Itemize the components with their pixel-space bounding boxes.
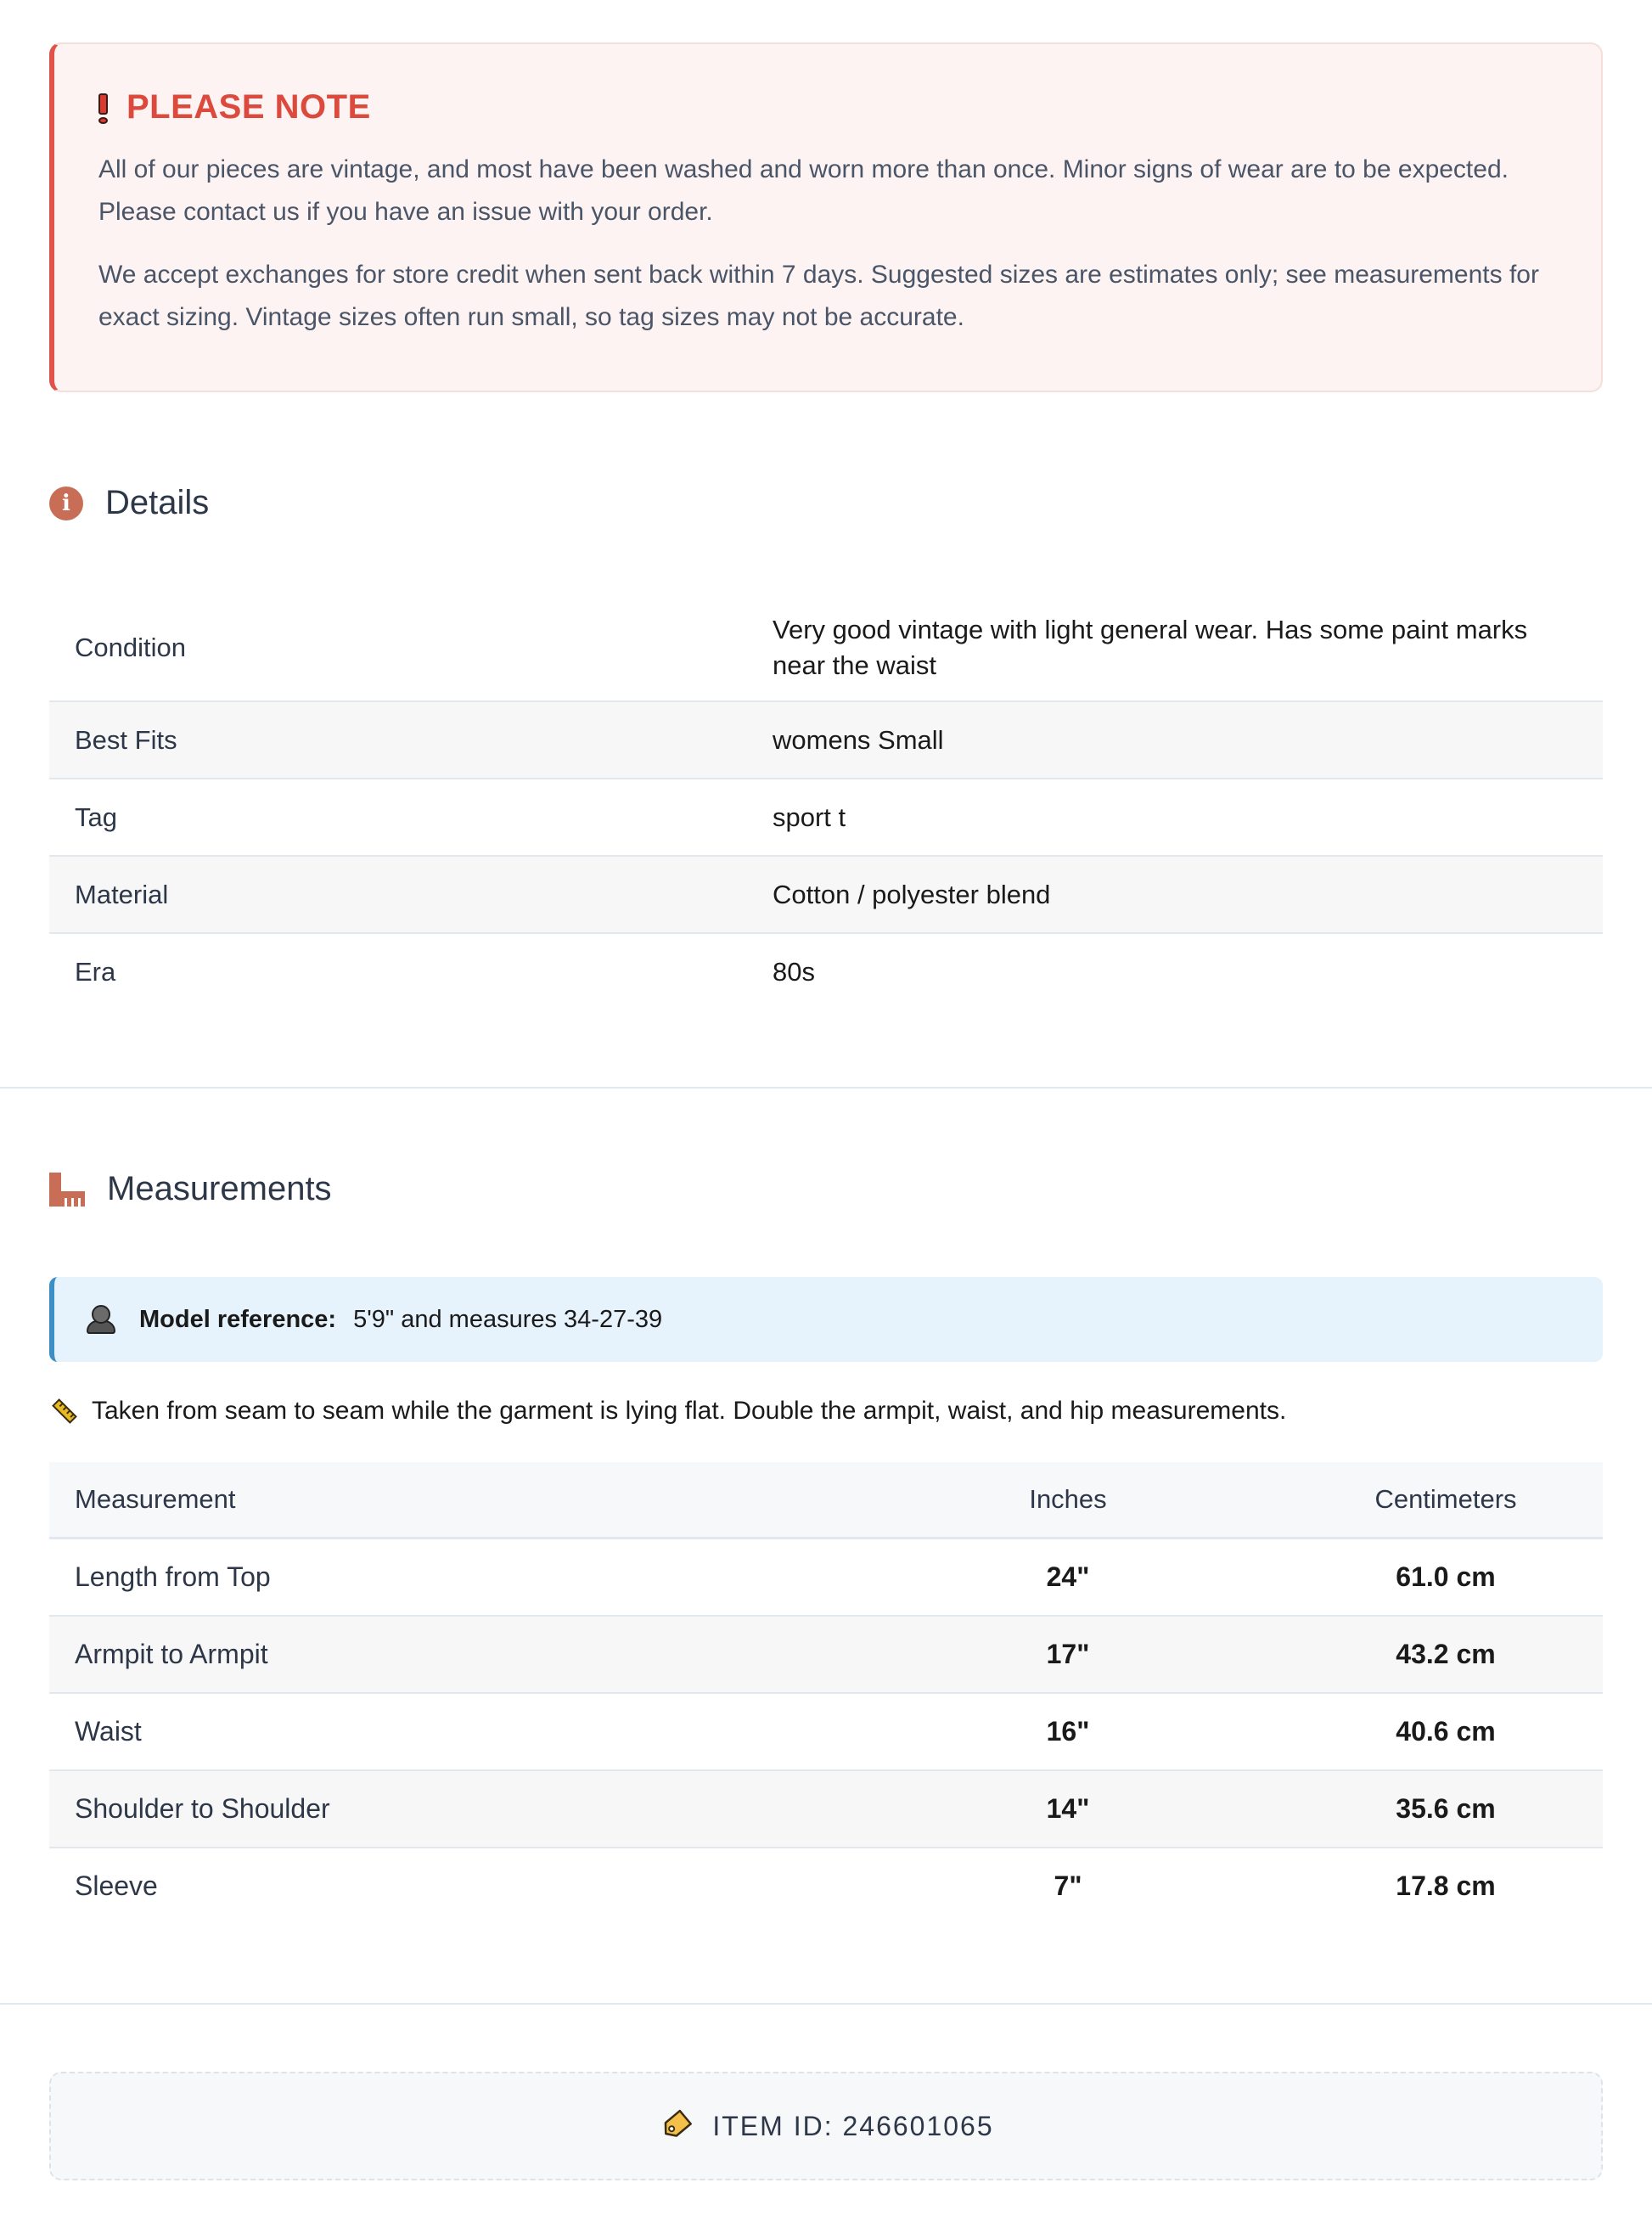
details-row [49, 933, 1603, 1010]
please-note-paragraph: We accept exchanges for store credit when sent back within 7 days. Suggested sizes are estimates only; see measurements for exact sizing. Vintage sizes often run small, so tag sizes may not be accurate. [98, 261, 1539, 331]
measurement-cm: 40.6 cm [1396, 1715, 1496, 1747]
info-icon: i [49, 487, 83, 520]
measurement-row [49, 1539, 1603, 1616]
details-label: Best Fits [75, 724, 177, 755]
measurements-header [49, 1170, 332, 1208]
details-table [49, 594, 1603, 1010]
measurement-inches: 7" [1054, 1870, 1082, 1901]
measurement-row [49, 1770, 1603, 1848]
item-id-text: ITEM ID: 246601065 [712, 2110, 994, 2141]
details-row [49, 701, 1603, 779]
pencil-icon [49, 1396, 80, 1426]
measurement-name: Length from Top [75, 1561, 271, 1592]
exclamation-icon [98, 93, 108, 122]
measurement-cm: 17.8 cm [1396, 1870, 1496, 1901]
measurement-cm: 43.2 cm [1396, 1638, 1496, 1669]
details-row [49, 856, 1603, 933]
details-label: Condition [75, 632, 186, 662]
measurement-row [49, 1693, 1603, 1770]
measurements-header-row [49, 1462, 1603, 1539]
details-row [49, 779, 1603, 856]
person-icon [87, 1305, 114, 1334]
measurement-instructions [49, 1396, 1286, 1426]
model-reference-value: 5'9" and measures 34-27-39 [353, 1305, 663, 1333]
measurement-inches: 16" [1046, 1715, 1090, 1747]
details-label: Tag [75, 802, 117, 832]
details-header [49, 484, 209, 522]
please-note-box [49, 42, 1603, 392]
section-divider [0, 1087, 1652, 1088]
details-title: Details [105, 484, 210, 521]
details-row [49, 594, 1603, 701]
instructions-text: Taken from seam to seam while the garment is lying flat. Double the armpit, waist, and hip measurements. [92, 1397, 1287, 1425]
column-header-inches: Inches [1029, 1484, 1107, 1514]
column-header-centimeters: Centimeters [1374, 1484, 1517, 1514]
measurement-cm: 61.0 cm [1396, 1561, 1496, 1592]
details-value: Very good vintage with light general wear. Has some paint marks near the waist [773, 614, 1528, 680]
details-value: sport t [773, 802, 846, 832]
model-reference-label: Model reference: [139, 1305, 337, 1333]
measurement-row [49, 1848, 1603, 1925]
please-note-paragraph: All of our pieces are vintage, and most have been washed and worn more than once. Minor signs of wear are to be expected. Please contact us if you have an issue with your order. [98, 155, 1509, 226]
tag-icon [658, 2109, 692, 2143]
model-reference-box [49, 1277, 1603, 1362]
measurement-name: Sleeve [75, 1870, 158, 1901]
item-id-box [49, 2072, 1603, 2180]
measurement-inches: 24" [1046, 1561, 1090, 1592]
please-note-header [98, 88, 1552, 127]
measurements-table [49, 1462, 1603, 1925]
details-label: Material [75, 879, 169, 909]
details-value: womens Small [773, 724, 944, 755]
measurement-name: Shoulder to Shoulder [75, 1792, 330, 1824]
measurement-name: Armpit to Armpit [75, 1638, 268, 1669]
details-value: 80s [773, 957, 815, 987]
measurement-name: Waist [75, 1715, 142, 1747]
ruler-icon [49, 1173, 85, 1207]
measurements-title: Measurements [107, 1170, 332, 1207]
measurement-row [49, 1616, 1603, 1693]
column-header-measurement: Measurement [75, 1484, 236, 1514]
measurement-inches: 17" [1046, 1638, 1090, 1669]
please-note-title: PLEASE NOTE [126, 88, 371, 126]
details-label: Era [75, 957, 116, 987]
section-divider [0, 2003, 1652, 2005]
details-value: Cotton / polyester blend [773, 879, 1051, 909]
measurement-cm: 35.6 cm [1396, 1792, 1496, 1824]
measurement-inches: 14" [1046, 1792, 1090, 1824]
